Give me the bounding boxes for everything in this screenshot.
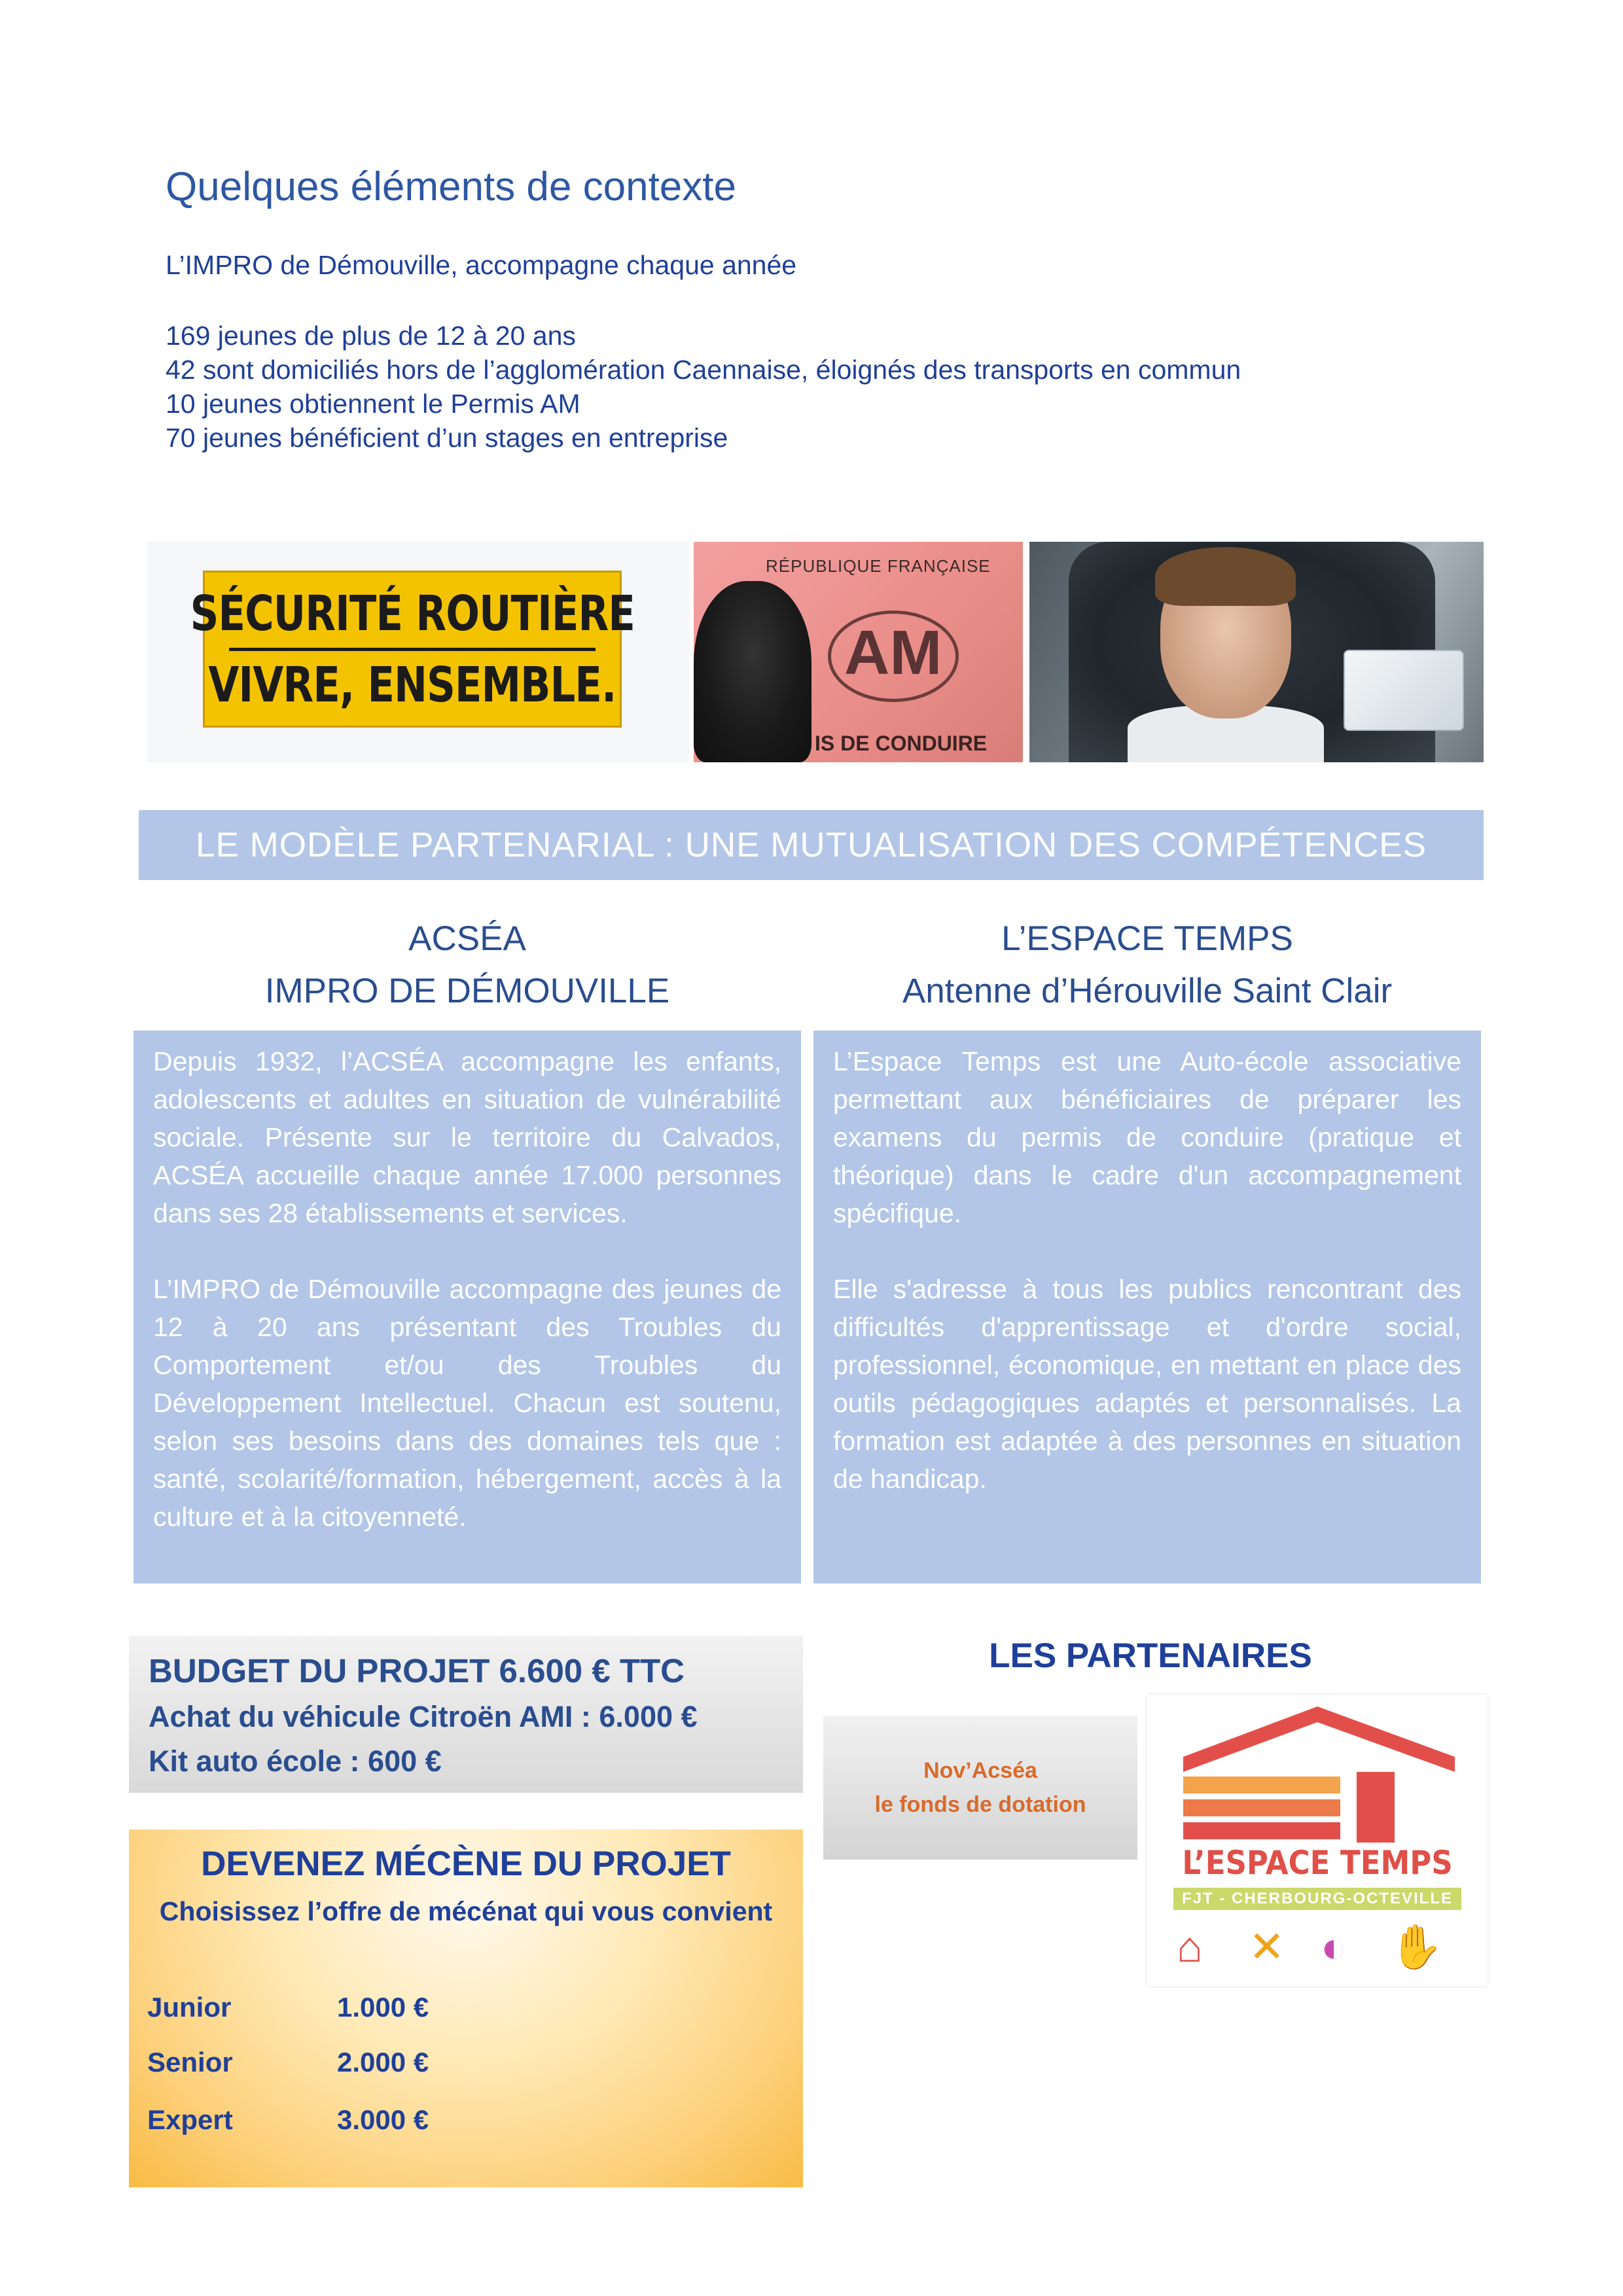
offer-amount: 3.000 €	[337, 2104, 429, 2135]
license-card-icon	[1344, 650, 1464, 731]
driver-photo	[1029, 542, 1484, 762]
fact-item: 70 jeunes bénéficient d’un stages en entreprise	[166, 423, 728, 453]
budget-box	[129, 1636, 803, 1793]
espace-paragraph-1: L’Espace Temps est une Auto-école associative permettant aux bénéficiaires de préparer les examens du permis de conduire (pratique et théorique) dans le cadre d'un accompagnement spécifique.	[833, 1046, 1461, 1228]
securite-routiere-sign	[190, 571, 635, 728]
permis-footer: IS DE CONDUIRE	[815, 732, 988, 755]
permis-header: RÉPUBLIQUE FRANÇAISE	[766, 556, 991, 576]
sign-line-2: VIVRE, ENSEMBLE.	[208, 656, 616, 713]
espace-temps-logo-name: L’ESPACE TEMPS	[1182, 1844, 1453, 1882]
acsea-description	[134, 1031, 801, 1583]
key-fob-icon	[694, 581, 812, 762]
novacsea-tagline: le fonds de dotation	[874, 1792, 1086, 1817]
budget-kit-line: Kit auto école : 600 €	[149, 1744, 442, 1778]
offer-amount: 2.000 €	[337, 2047, 429, 2077]
offer-expert	[147, 2104, 429, 2136]
mecenat-subtitle: Choisissez l’offre de mécénat qui vous convient	[159, 1896, 773, 1926]
permis-category: AM	[844, 618, 942, 688]
house-icon: ⌂	[1177, 1922, 1203, 1971]
espace-temps-roof-icon	[1147, 1695, 1488, 1845]
fact-item: 10 jeunes obtiennent le Permis AM	[166, 389, 580, 419]
utensils-icon: ✕	[1249, 1922, 1285, 1971]
espace-heading	[813, 913, 1481, 1017]
permis-card	[694, 542, 1023, 762]
section-banner	[139, 810, 1484, 880]
acsea-subtitle: IMPRO DE DÉMOUVILLE	[264, 972, 670, 1010]
driver-hair	[1155, 547, 1296, 606]
offer-level: Expert	[147, 2104, 233, 2135]
budget-vehicle-line: Achat du véhicule Citroën AMI : 6.000 €	[149, 1700, 698, 1733]
context-title: Quelques éléments de contexte	[166, 164, 736, 209]
novacsea-name: Nov’Acséa	[923, 1758, 1037, 1783]
fact-item: 42 sont domiciliés hors de l’agglomération Caennaise, éloignés des transports en commun	[166, 355, 1241, 385]
mecenat-title: DEVENEZ MÉCÈNE DU PROJET	[201, 1845, 731, 1883]
offer-junior	[147, 1992, 429, 2023]
partners-title: LES PARTENAIRES	[989, 1636, 1312, 1675]
mouse-icon: ◐	[1321, 1922, 1347, 1971]
acsea-title: ACSÉA	[408, 919, 526, 958]
offer-senior	[147, 2047, 429, 2078]
espace-subtitle: Antenne d’Hérouville Saint Clair	[902, 972, 1393, 1010]
context-facts	[166, 319, 1241, 455]
budget-title: BUDGET DU PROJET 6.600 € TTC	[149, 1652, 685, 1689]
offer-amount: 1.000 €	[337, 1992, 429, 2022]
acsea-heading	[134, 913, 801, 1017]
banner-text: LE MODÈLE PARTENARIAL : UNE MUTUALISATION DES COMPÉTENCES	[196, 826, 1427, 864]
offer-level: Senior	[147, 2047, 233, 2077]
espace-paragraph-2: Elle s'adresse à tous les publics rencontrant des difficultés d'apprentissage et d'ordre social, professionnel, économique, en mettant en place des outils pédagogiques adaptés et personnalisés. La formation est adaptée à des personnes en situation de handicap.	[833, 1274, 1461, 1494]
mecenat-box	[129, 1829, 803, 2187]
offer-level: Junior	[147, 1992, 232, 2022]
sign-line-1: SÉCURITÉ ROUTIÈRE	[190, 585, 635, 642]
espace-title: L’ESPACE TEMPS	[1001, 919, 1293, 958]
permis-am-image	[694, 542, 1023, 762]
espace-temps-logo	[1147, 1695, 1488, 1986]
espace-temps-logo-subtitle: FJT - CHERBOURG-OCTEVILLE	[1173, 1888, 1461, 1910]
handshake-icon: ✋	[1389, 1922, 1444, 1971]
context-intro: L’IMPRO de Démouville, accompagne chaque année	[166, 250, 797, 280]
fact-item: 169 jeunes de plus de 12 à 20 ans	[166, 321, 576, 351]
novacsea-partner	[823, 1716, 1137, 1860]
acsea-paragraph-2: L’IMPRO de Démouville accompagne des jeunes de 12 à 20 ans présentant des Troubles du Comportement et/ou des Troubles du Développement Intellectuel. Chacun est soutenu, selon ses besoins dans des domaines tels que : santé, scolarité/formation, hébergement, accès à la culture et à la citoyenneté.	[153, 1274, 781, 1532]
espace-description	[813, 1031, 1481, 1583]
securite-routiere-image	[147, 542, 689, 762]
acsea-paragraph-1: Depuis 1932, l’ACSÉA accompagne les enfants, adolescents et adultes en situation de vulnérabilité sociale. Présente sur le territoire du Calvados, ACSÉA accueille chaque année 17.000 personnes dans ses 28 établissements et services.	[153, 1046, 781, 1228]
